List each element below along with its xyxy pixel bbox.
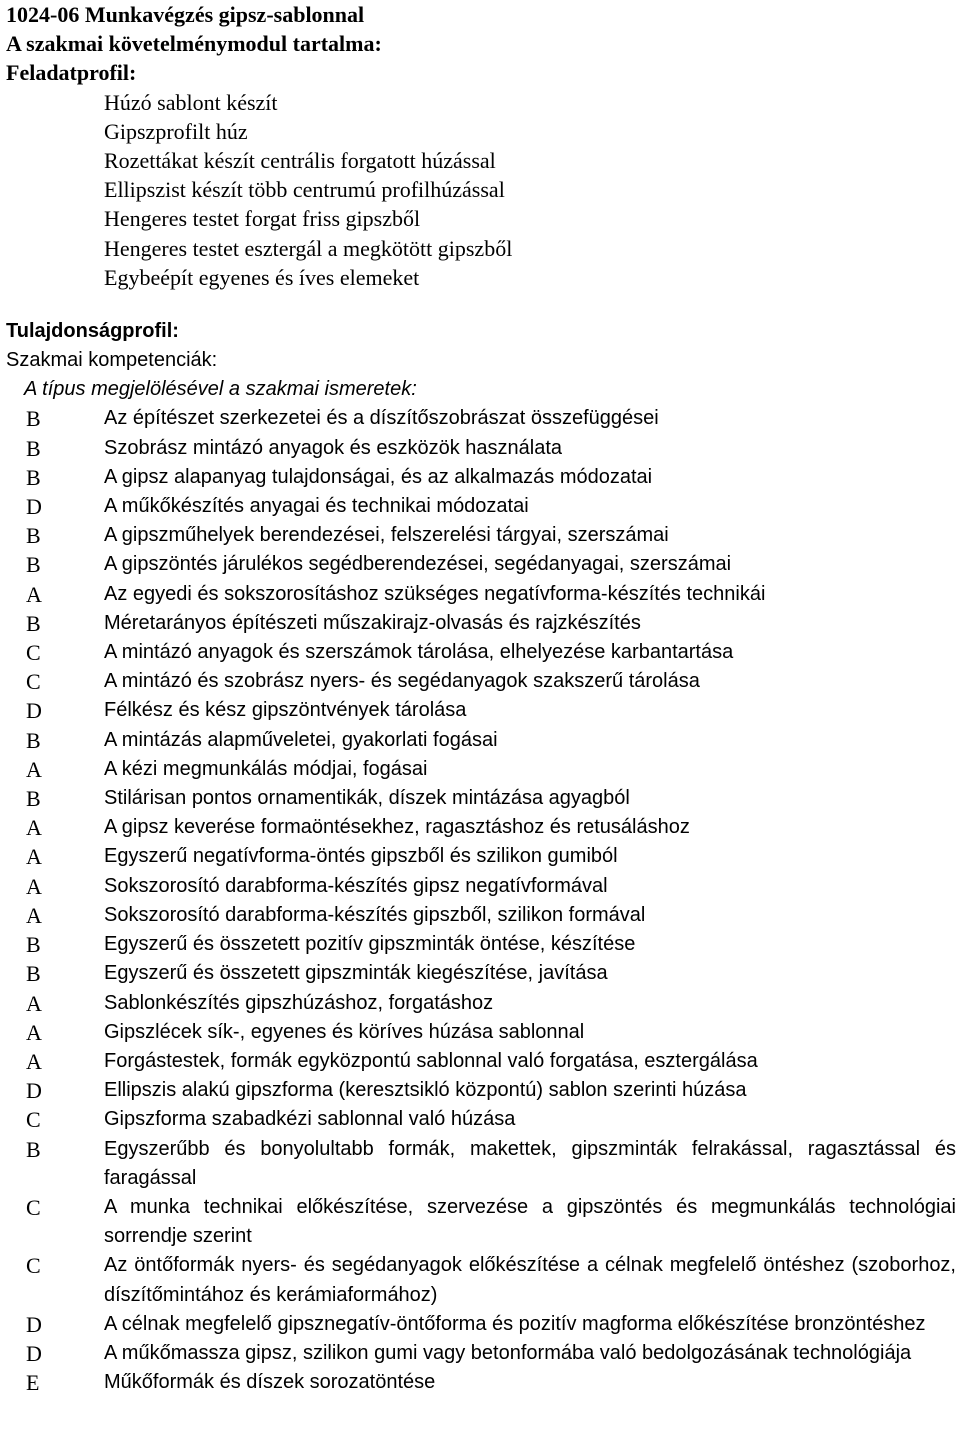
knowledge-level: C — [26, 669, 41, 695]
knowledge-level: A — [26, 873, 42, 899]
knowledge-list — [6, 404, 956, 1397]
knowledge-item — [6, 1105, 956, 1134]
task-profile-item: Hengeres testet forgat friss gipszből — [104, 206, 421, 232]
knowledge-text: Sokszorosító darabforma-készítés gipsz negatívformával — [104, 874, 608, 897]
knowledge-level: B — [26, 406, 41, 432]
knowledge-level: C — [26, 1107, 41, 1133]
knowledge-text: Sokszorosító darabforma-készítés gipszből, szilikon formával — [104, 903, 646, 926]
knowledge-item — [6, 521, 956, 550]
knowledge-level: A — [26, 902, 42, 928]
knowledge-text: Méretarányos építészeti műszakirajz-olvasás és rajzkészítés — [104, 611, 641, 634]
knowledge-text: Az építészet szerkezetei és a díszítőszobrászat összefüggései — [104, 407, 659, 430]
knowledge-level: E — [26, 1370, 40, 1396]
knowledge-level: B — [26, 932, 41, 958]
knowledge-item — [6, 989, 956, 1018]
knowledge-level: D — [26, 698, 42, 724]
knowledge-item — [6, 1047, 956, 1076]
knowledge-text: Ellipszis alakú gipszforma (keresztsikló központú) sablon szerinti húzása — [104, 1079, 747, 1102]
knowledge-text: A mintázás alapműveletei, gyakorlati fogásai — [104, 728, 498, 751]
knowledge-item — [6, 755, 956, 784]
knowledge-level: B — [26, 727, 41, 753]
knowledge-item — [6, 463, 956, 492]
knowledge-text: Gipszforma szabadkézi sablonnal való húzása — [104, 1108, 516, 1131]
task-profile-item: Egybeépít egyenes és íves elemeket — [104, 264, 420, 290]
section-gap — [6, 292, 956, 317]
knowledge-intro: A típus megjelölésével a szakmai ismeretek: — [24, 378, 417, 401]
knowledge-item — [6, 1339, 956, 1368]
knowledge-item — [6, 813, 956, 842]
knowledge-item — [6, 550, 956, 579]
knowledge-text: Stilárisan pontos ornamentikák, díszek mintázása agyagból — [104, 787, 630, 810]
knowledge-item — [6, 667, 956, 696]
knowledge-item — [6, 696, 956, 725]
knowledge-text: Az egyedi és sokszorosításhoz szükséges negatívforma-készítés technikái — [104, 582, 766, 605]
knowledge-text: Sablonkészítés gipszhúzáshoz, forgatáshoz — [104, 991, 494, 1014]
knowledge-level: D — [26, 494, 42, 520]
knowledge-level: B — [26, 552, 41, 578]
knowledge-item — [6, 609, 956, 638]
knowledge-level: D — [26, 1340, 42, 1366]
task-profile-item: Húzó sablont készít — [104, 89, 278, 115]
knowledge-item — [6, 1018, 956, 1047]
knowledge-level: C — [26, 640, 41, 666]
knowledge-text: Egyszerű és összetett gipszminták kiegészítése, javítása — [104, 962, 608, 985]
knowledge-text: Forgástestek, formák egyközpontú sablonnal való forgatása, esztergálása — [104, 1049, 758, 1072]
knowledge-text: A műkőkészítés anyagai és technikai módozatai — [104, 495, 529, 518]
knowledge-level: B — [26, 464, 41, 490]
knowledge-level: C — [26, 1194, 41, 1220]
knowledge-item — [6, 726, 956, 755]
knowledge-level: C — [26, 1253, 41, 1279]
knowledge-level: B — [26, 786, 41, 812]
task-profile-list — [6, 88, 956, 292]
knowledge-text: Egyszerűbb és bonyolultabb formák, makettek, gipszminták felrakással, ragasztással és faragással — [104, 1137, 956, 1189]
knowledge-item — [6, 638, 956, 667]
knowledge-text: A gipszműhelyek berendezései, felszerelési tárgyai, szerszámai — [104, 524, 669, 547]
knowledge-text: Egyszerű és összetett pozitív gipszminták öntése, készítése — [104, 933, 636, 956]
knowledge-level: A — [26, 844, 42, 870]
knowledge-level: B — [26, 435, 41, 461]
knowledge-text: A célnak megfelelő gipsznegatív-öntőforma és pozitív magforma előkészítése bronzöntéshez — [104, 1312, 926, 1335]
knowledge-level: A — [26, 1048, 42, 1074]
knowledge-text: Az öntőformák nyers- és segédanyagok előkészítése a célnak megfelelő öntéshez (szoborhoz, díszítőmintához és kerámiaformához) — [104, 1254, 956, 1306]
knowledge-level: B — [26, 1136, 41, 1162]
knowledge-item — [6, 784, 956, 813]
task-profile-heading: Feladatprofil: — [6, 60, 137, 86]
task-profile-item: Ellipszist készít több centrumú profilhúzással — [104, 177, 505, 203]
knowledge-level: A — [26, 815, 42, 841]
knowledge-item — [6, 1310, 956, 1339]
knowledge-item — [6, 1076, 956, 1105]
knowledge-level: A — [26, 756, 42, 782]
knowledge-level: D — [26, 1078, 42, 1104]
competence-heading: Szakmai kompetenciák: — [6, 349, 218, 372]
knowledge-item — [6, 842, 956, 871]
knowledge-text: Szobrász mintázó anyagok és eszközök használata — [104, 436, 563, 459]
knowledge-item — [6, 492, 956, 521]
knowledge-item — [6, 1193, 956, 1251]
knowledge-level: B — [26, 961, 41, 987]
knowledge-level: A — [26, 581, 42, 607]
knowledge-level: D — [26, 1311, 42, 1337]
knowledge-level: B — [26, 523, 41, 549]
knowledge-text: A gipsz alapanyag tulajdonságai, és az alkalmazás módozatai — [104, 465, 653, 488]
knowledge-item — [6, 1135, 956, 1193]
knowledge-level: A — [26, 990, 42, 1016]
knowledge-text: Félkész és kész gipszöntvények tárolása — [104, 699, 467, 722]
knowledge-item — [6, 930, 956, 959]
knowledge-text: Műkőformák és díszek sorozatöntése — [104, 1371, 436, 1394]
knowledge-text: A munka technikai előkészítése, szervezése a gipszöntés és megmunkálás technológiai sorrendje szerint — [104, 1195, 956, 1248]
task-profile-item: Hengeres testet esztergál a megkötött gipszből — [104, 235, 513, 261]
knowledge-text: A kézi megmunkálás módjai, fogásai — [104, 757, 428, 780]
knowledge-text: A mintázó anyagok és szerszámok tárolása, elhelyezése karbantartása — [104, 641, 734, 664]
knowledge-item — [6, 901, 956, 930]
knowledge-text: A műkőmassza gipsz, szilikon gumi vagy betonformába való bedolgozásának technológiája — [104, 1341, 912, 1364]
knowledge-item — [6, 434, 956, 463]
knowledge-item — [6, 404, 956, 433]
module-subtitle: A szakmai követelménymodul tartalma: — [6, 31, 382, 57]
knowledge-item — [6, 1251, 956, 1309]
knowledge-item — [6, 580, 956, 609]
knowledge-text: A gipsz keverése formaöntésekhez, ragasztáshoz és retusáláshoz — [104, 816, 690, 839]
knowledge-item — [6, 872, 956, 901]
knowledge-item — [6, 1368, 956, 1397]
knowledge-text: A mintázó és szobrász nyers- és segédanyagok szakszerű tárolása — [104, 670, 700, 693]
knowledge-level: A — [26, 1019, 42, 1045]
knowledge-text: Egyszerű negatívforma-öntés gipszből és szilikon gumiból — [104, 845, 618, 868]
task-profile-item: Rozettákat készít centrális forgatott húzással — [104, 147, 496, 173]
knowledge-item — [6, 959, 956, 988]
knowledge-level: B — [26, 610, 41, 636]
knowledge-text: Gipszlécek sík-, egyenes és köríves húzása sablonnal — [104, 1020, 585, 1043]
task-profile-item: Gipszprofilt húz — [104, 118, 248, 144]
property-profile-heading: Tulajdonságprofil: — [6, 319, 179, 342]
knowledge-text: A gipszöntés járulékos segédberendezései, segédanyagai, szerszámai — [104, 553, 732, 576]
module-title: 1024-06 Munkavégzés gipsz-sablonnal — [6, 2, 365, 27]
